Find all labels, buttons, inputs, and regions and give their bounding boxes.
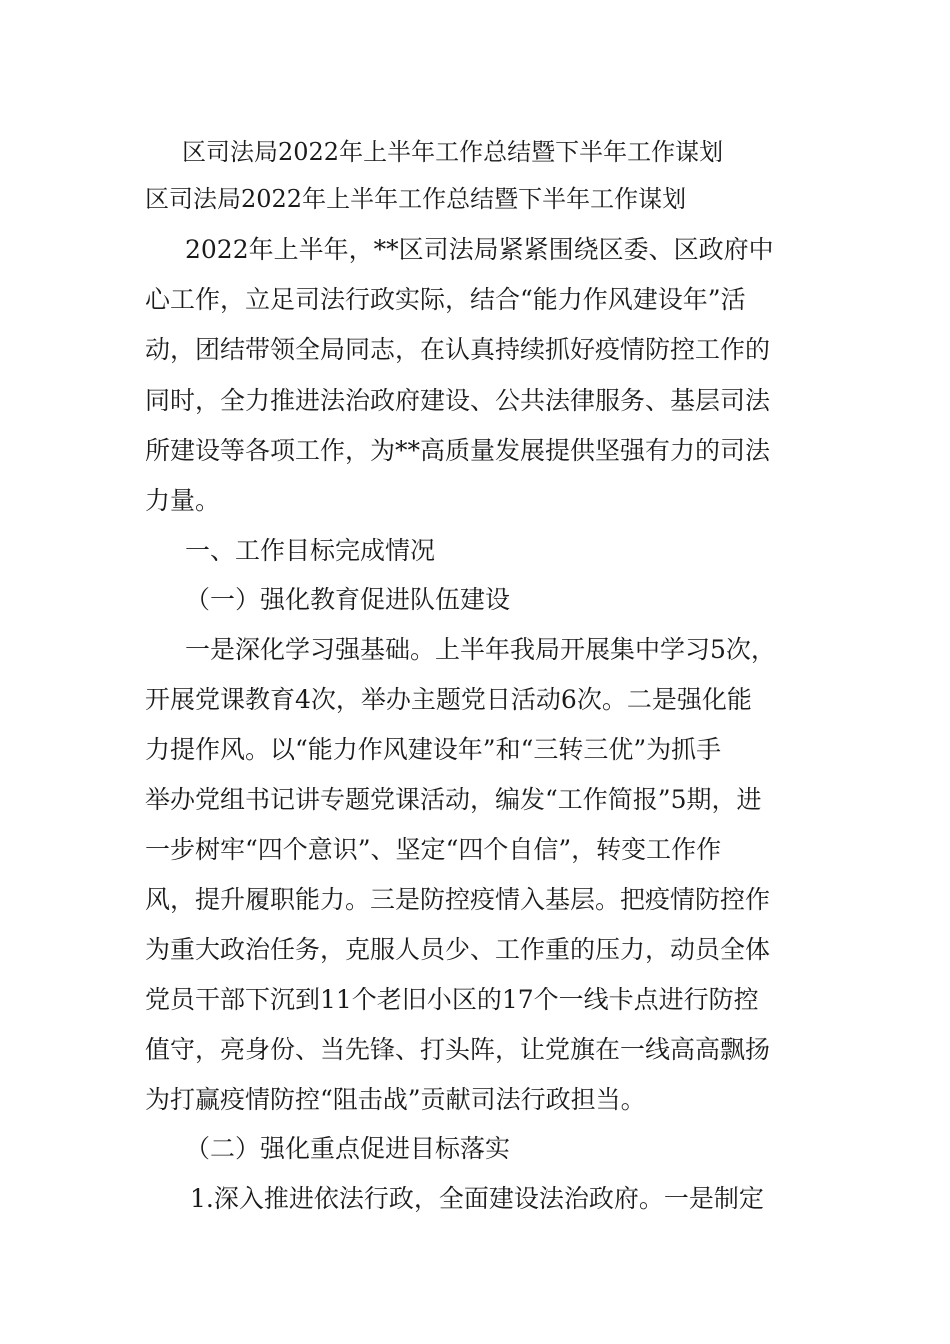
intro-line: 所建设等各项工作，为**高质量发展提供坚强有力的司法	[145, 436, 771, 465]
paragraph-line: 为重大政治任务，克服人员少、工作重的压力，动员全体	[145, 935, 771, 964]
paragraph-line: 为打赢疫情防控“阻击战”贡献司法行政担当。	[145, 1085, 646, 1114]
paragraph-line: 举办党组书记讲专题党课活动，编发“工作简报”5期，进	[145, 785, 762, 814]
intro-line: 同时，全力推进法治政府建设、公共法律服务、基层司法	[145, 386, 771, 415]
paragraph-line: 开展党课教育4次，举办主题党日活动6次。二是强化能	[145, 685, 752, 714]
paragraph-line: 值守，亮身份、当先锋、打头阵，让党旗在一线高高飘扬	[145, 1035, 771, 1064]
intro-line: 2022年上半年，**区司法局紧紧围绕区委、区政府中	[185, 235, 774, 264]
subsection-heading: （一）强化教育促进队伍建设	[185, 585, 511, 614]
document-title: 区司法局2022年上半年工作总结暨下半年工作谋划	[182, 138, 724, 166]
paragraph-line: 力提作风。以“能力作风建设年”和“三转三优”为抓手	[145, 735, 722, 764]
document-title-repeat: 区司法局2022年上半年工作总结暨下半年工作谋划	[145, 185, 687, 213]
paragraph-line: 一步树牢“四个意识”、坚定“四个自信”，转变工作作	[145, 835, 722, 864]
paragraph-line: 党员干部下沉到11个老旧小区的17个一线卡点进行防控	[145, 985, 759, 1014]
section-heading: 一、工作目标完成情况	[185, 536, 436, 565]
paragraph-line: 1.深入推进依法行政，全面建设法治政府。一是制定	[190, 1184, 764, 1213]
paragraph-line: 一是深化学习强基础。上半年我局开展集中学习5次，	[185, 635, 776, 664]
intro-line: 力量。	[145, 486, 221, 515]
intro-line: 动，团结带领全局同志，在认真持续抓好疫情防控工作的	[145, 335, 771, 364]
subsection-heading: （二）强化重点促进目标落实	[185, 1134, 511, 1163]
paragraph-line: 风，提升履职能力。三是防控疫情入基层。把疫情防控作	[145, 885, 771, 914]
intro-line: 心工作，立足司法行政实际，结合“能力作风建设年”活	[145, 285, 746, 314]
